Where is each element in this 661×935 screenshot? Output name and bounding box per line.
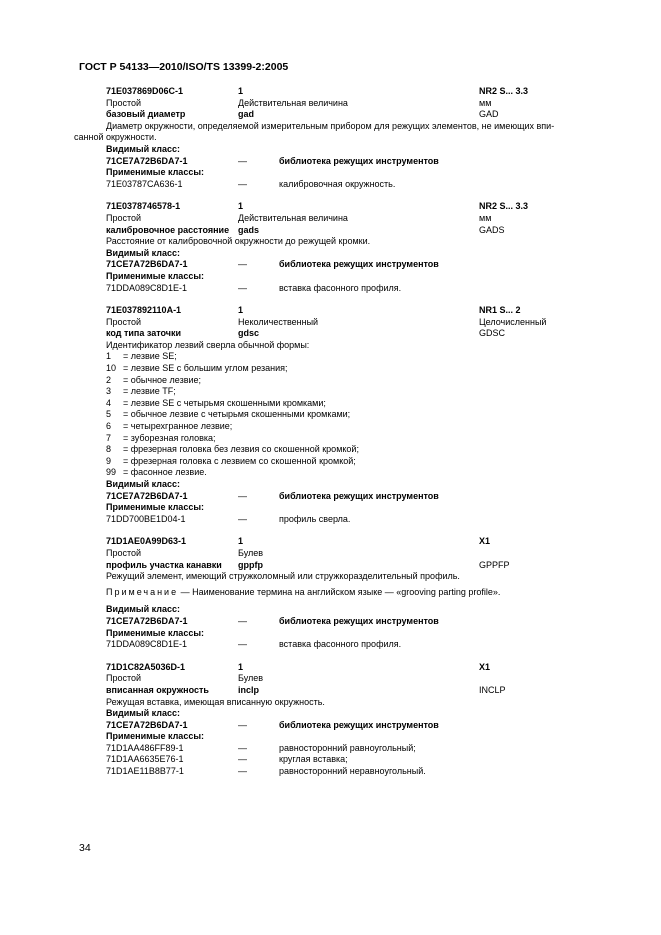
class-dash: — bbox=[238, 178, 247, 189]
class-dash: — bbox=[238, 639, 247, 650]
class-code: 71E03787CA636-1 bbox=[106, 178, 183, 189]
property-entry bbox=[106, 305, 591, 525]
entry-id-row bbox=[106, 305, 591, 317]
entry-definition: Режущая вставка, имеющая вписанную окружность. bbox=[106, 696, 325, 707]
list-item-number: 99 bbox=[106, 467, 117, 478]
property-entry bbox=[74, 86, 591, 190]
class-name: калибровочная окружность. bbox=[279, 178, 396, 189]
class-dash: — bbox=[238, 615, 247, 626]
entry-code: 71E0378746578-1 bbox=[106, 201, 181, 212]
entry-value-kind: Неколичественный bbox=[238, 316, 319, 327]
entry-kind: Простой bbox=[106, 316, 142, 327]
list-item-text: = фрезерная головка с лезвием со скошенной кромкой; bbox=[123, 455, 356, 466]
entry-unit: мм bbox=[479, 97, 492, 108]
entry-version: 1 bbox=[238, 201, 244, 212]
entry-unit: Целочисленный bbox=[479, 316, 547, 327]
class-name: библиотека режущих инструментов bbox=[279, 719, 439, 730]
entry-type-row bbox=[106, 317, 591, 329]
visible-class-label: Видимый класс: bbox=[106, 479, 180, 489]
list-item bbox=[106, 409, 591, 421]
class-name: библиотека режущих инструментов bbox=[279, 615, 439, 626]
class-name: круглая вставка; bbox=[279, 754, 348, 765]
list-item-number: 5 bbox=[106, 409, 112, 420]
entry-type-row bbox=[106, 213, 591, 225]
class-dash: — bbox=[238, 754, 247, 765]
entry-version: 1 bbox=[238, 86, 244, 96]
entry-name: профиль участка канавки bbox=[106, 559, 222, 570]
list-item-text: = обычное лезвие с четырьмя скошенными кромками; bbox=[123, 409, 351, 420]
list-item-text: = четырехгранное лезвие; bbox=[123, 421, 233, 432]
class-dash: — bbox=[238, 719, 247, 730]
applicable-class-row bbox=[106, 514, 591, 526]
entry-definition-line: Диаметр окружности, определяемой измерительным прибором для режущих элементов, не имеющих впи- bbox=[106, 120, 555, 131]
entry-name: вписанная окружность bbox=[106, 684, 209, 695]
entry-definition-line: санной окружности. bbox=[74, 132, 157, 143]
applicable-class-row bbox=[106, 754, 591, 766]
applicable-classes-label: Применимые классы: bbox=[106, 167, 205, 178]
visible-class-label: Видимый класс: bbox=[106, 708, 180, 719]
entry-id-row bbox=[106, 86, 591, 98]
visible-class-label: Видимый класс: bbox=[106, 143, 180, 154]
class-dash: — bbox=[238, 742, 247, 753]
class-dash: — bbox=[238, 259, 247, 270]
list-item-number: 4 bbox=[106, 397, 112, 408]
entry-code: 71D1C82A5036D-1 bbox=[106, 661, 186, 672]
entry-reference: NR2 S... 3.3 bbox=[479, 86, 529, 96]
applicable-class-row bbox=[106, 639, 591, 651]
entry-type-row bbox=[106, 673, 591, 685]
visible-class-row bbox=[106, 156, 591, 168]
list-item-text: = фасонное лезвие. bbox=[123, 467, 207, 478]
list-item-number: 8 bbox=[106, 444, 112, 455]
class-code: 71CE7A72B6DA7-1 bbox=[106, 259, 188, 270]
entry-kind: Простой bbox=[106, 673, 142, 684]
entry-kind: Простой bbox=[106, 547, 142, 558]
page-header-title: ГОСТ Р 54133—2010/ISO/TS 13399-2:2005 bbox=[79, 61, 289, 73]
entry-version: 1 bbox=[238, 305, 244, 316]
class-code: 71CE7A72B6DA7-1 bbox=[106, 155, 188, 166]
page-number: 34 bbox=[79, 842, 91, 854]
visible-class-row bbox=[106, 720, 591, 732]
list-item-text: = лезвие TF; bbox=[123, 386, 176, 397]
visible-class-row bbox=[106, 616, 591, 628]
list-item bbox=[106, 351, 591, 363]
entry-name-row bbox=[106, 560, 591, 572]
entry-id-row bbox=[106, 662, 591, 674]
entry-definition bbox=[74, 120, 591, 144]
entry-definition: Расстояние от калибровочной окружности до режущей кромки. bbox=[106, 236, 371, 247]
entry-symbol-upper: GADS bbox=[479, 224, 505, 235]
list-item-number: 2 bbox=[106, 374, 112, 385]
property-entry bbox=[106, 662, 591, 778]
visible-class-label: Видимый класс: bbox=[106, 604, 180, 615]
list-item-text: = лезвие SE с большим углом резания; bbox=[123, 363, 288, 374]
entry-reference: X1 bbox=[479, 536, 491, 547]
applicable-class-row bbox=[106, 179, 591, 191]
entry-reference: NR2 S... 3.3 bbox=[479, 201, 529, 212]
entry-reference: X1 bbox=[479, 661, 491, 672]
property-entry bbox=[106, 536, 591, 650]
class-name: вставка фасонного профиля. bbox=[279, 282, 402, 293]
list-item-number: 7 bbox=[106, 432, 112, 443]
entry-value-kind: Действительная величина bbox=[238, 212, 348, 223]
class-name: библиотека режущих инструментов bbox=[279, 490, 439, 501]
entry-symbol-upper: INCLP bbox=[479, 684, 506, 695]
class-dash: — bbox=[238, 490, 247, 501]
entry-value-kind: Действительная величина bbox=[238, 97, 348, 108]
entry-code: 71E037869D06C-1 bbox=[106, 86, 184, 96]
list-item-text: = фрезерная головка без лезвия со скошенной кромкой; bbox=[123, 444, 359, 455]
entry-value-kind: Булев bbox=[238, 673, 264, 684]
list-item-text: = лезвие SE с четырьмя скошенными кромками; bbox=[123, 397, 326, 408]
code-list bbox=[106, 351, 591, 479]
entry-symbol: gppfp bbox=[238, 559, 263, 570]
entry-symbol-upper: GDSC bbox=[479, 328, 506, 339]
class-code: 71D1AA486FF89-1 bbox=[106, 742, 184, 753]
note-label: Примечание bbox=[106, 586, 179, 597]
applicable-classes-label: Применимые классы: bbox=[106, 731, 205, 742]
class-code: 71D1AA6635E76-1 bbox=[106, 754, 184, 765]
entry-kind: Простой bbox=[106, 212, 142, 223]
list-item-text: = обычное лезвие; bbox=[123, 374, 202, 385]
list-item-number: 1 bbox=[106, 351, 112, 362]
class-name: библиотека режущих инструментов bbox=[279, 259, 439, 270]
list-item-number: 3 bbox=[106, 386, 112, 397]
entry-symbol: gad bbox=[238, 109, 255, 120]
entry-note bbox=[106, 587, 591, 599]
property-entry bbox=[106, 201, 591, 294]
applicable-classes-label: Применимые классы: bbox=[106, 627, 205, 638]
entry-symbol: inclp bbox=[238, 684, 260, 695]
note-text: — Наименование термина на английском языке — «grooving parting profile». bbox=[178, 586, 501, 597]
list-item-number: 6 bbox=[106, 421, 112, 432]
class-dash: — bbox=[238, 766, 247, 777]
class-code: 71DD700BE1D04-1 bbox=[106, 513, 186, 524]
entry-symbol: gads bbox=[238, 224, 260, 235]
entry-version: 1 bbox=[238, 661, 244, 672]
class-code: 71CE7A72B6DA7-1 bbox=[106, 719, 188, 730]
entry-code: 71D1AE0A99D63-1 bbox=[106, 536, 187, 547]
class-code: 71CE7A72B6DA7-1 bbox=[106, 490, 188, 501]
document-body bbox=[74, 86, 591, 789]
applicable-class-row bbox=[106, 283, 591, 295]
list-item-number: 9 bbox=[106, 455, 112, 466]
list-item bbox=[106, 444, 591, 456]
entry-name-row bbox=[106, 225, 591, 237]
list-item bbox=[106, 421, 591, 433]
entry-id-row bbox=[106, 536, 591, 548]
entry-unit: мм bbox=[479, 212, 492, 223]
entry-value-kind: Булев bbox=[238, 547, 264, 558]
entry-version: 1 bbox=[238, 536, 244, 547]
list-item bbox=[106, 398, 591, 410]
list-item bbox=[106, 433, 591, 445]
entry-name: код типа заточки bbox=[106, 328, 182, 339]
class-dash: — bbox=[238, 513, 247, 524]
entry-type-row bbox=[106, 98, 591, 110]
applicable-class-row bbox=[106, 766, 591, 778]
list-item bbox=[106, 456, 591, 468]
entry-symbol: gdsc bbox=[238, 328, 260, 339]
entry-id-row bbox=[106, 201, 591, 213]
list-item bbox=[106, 467, 591, 479]
applicable-classes-label: Применимые классы: bbox=[106, 502, 205, 513]
class-code: 71D1AE11B8B77-1 bbox=[106, 766, 184, 777]
entry-symbol-upper: GAD bbox=[479, 109, 499, 120]
entry-reference: NR1 S... 2 bbox=[479, 305, 521, 316]
applicable-classes-label: Применимые классы: bbox=[106, 270, 205, 281]
entry-definition: Режущий элемент, имеющий стружколомный или стружкоразделительный профиль. bbox=[106, 571, 460, 582]
entry-name: калибровочное расстояние bbox=[106, 224, 230, 235]
entry-kind: Простой bbox=[106, 97, 142, 108]
entry-name-row bbox=[106, 328, 591, 340]
entry-name: базовый диаметр bbox=[106, 109, 186, 120]
list-item-number: 10 bbox=[106, 363, 117, 374]
class-dash: — bbox=[238, 155, 247, 166]
entry-name-row bbox=[106, 109, 591, 121]
entry-type-row bbox=[106, 548, 591, 560]
class-name: равносторонний равноугольный; bbox=[279, 742, 416, 753]
entry-definition: Идентификатор лезвий сверла обычной формы: bbox=[106, 339, 310, 350]
class-code: 71DDA089C8D1E-1 bbox=[106, 282, 188, 293]
class-name: библиотека режущих инструментов bbox=[279, 155, 439, 166]
list-item bbox=[106, 375, 591, 387]
entry-code: 71E037892110A-1 bbox=[106, 305, 182, 316]
list-item-text: = лезвие SE; bbox=[123, 351, 177, 362]
entry-name-row bbox=[106, 685, 591, 697]
entry-symbol-upper: GPPFP bbox=[479, 559, 510, 570]
visible-class-row bbox=[106, 259, 591, 271]
applicable-class-row bbox=[106, 743, 591, 755]
class-name: равносторонний неравноугольный. bbox=[279, 766, 426, 777]
class-code: 71DDA089C8D1E-1 bbox=[106, 639, 188, 650]
visible-class-row bbox=[106, 491, 591, 503]
list-item-text: = зуборезная головка; bbox=[123, 432, 216, 443]
visible-class-label: Видимый класс: bbox=[106, 247, 180, 258]
class-dash: — bbox=[238, 282, 247, 293]
class-name: вставка фасонного профиля. bbox=[279, 639, 402, 650]
list-item bbox=[106, 363, 591, 375]
class-name: профиль сверла. bbox=[279, 513, 351, 524]
class-code: 71CE7A72B6DA7-1 bbox=[106, 615, 188, 626]
list-item bbox=[106, 386, 591, 398]
